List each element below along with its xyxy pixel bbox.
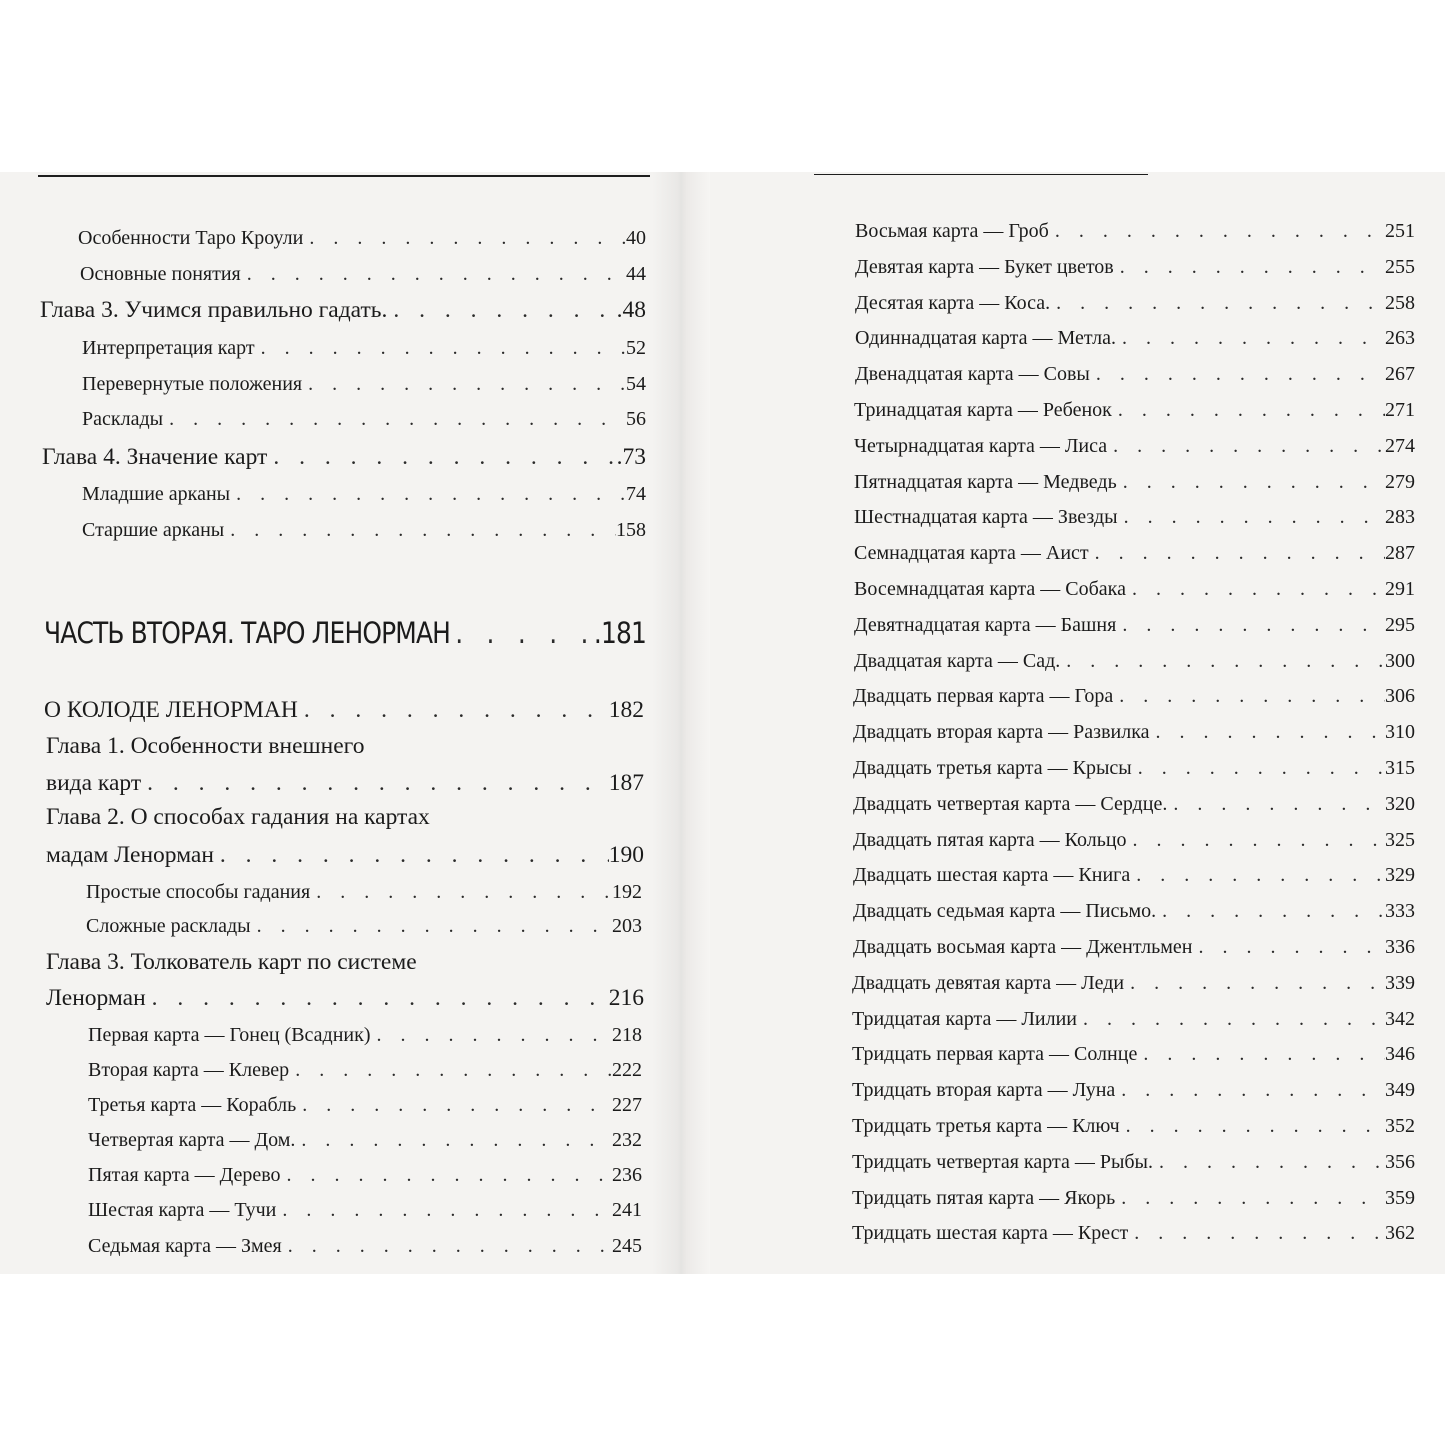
toc-leader-dots [1126, 578, 1385, 601]
toc-entry-page: 182 [608, 697, 644, 723]
toc-entry [854, 471, 1415, 494]
toc-entry-title: Младшие арканы [82, 483, 231, 505]
toc-entry-title: Тридцать третья карта — Ключ [852, 1115, 1120, 1137]
toc-leader-dots [1114, 256, 1385, 279]
toc-leader-dots [296, 1094, 612, 1117]
left-page [0, 172, 652, 1274]
toc-entry-page: 362 [1385, 1222, 1415, 1245]
toc-entry [853, 829, 1415, 852]
toc-entry-title: Двадцать пятая карта — Кольцо [853, 828, 1127, 851]
toc-entry-title: Двадцать первая карта — Гора [853, 685, 1114, 708]
toc-entry [855, 327, 1415, 350]
toc-leader-dots [1150, 721, 1385, 744]
toc-entry-page: 271 [1385, 399, 1415, 421]
toc-entry-page: 356 [1385, 1150, 1415, 1173]
toc-entry-title: Двенадцатая карта — Совы [855, 363, 1090, 386]
toc-entry-page: 339 [1385, 971, 1415, 994]
toc-leader-dots [450, 616, 594, 650]
toc-leader-dots [1132, 757, 1385, 780]
toc-entry-page: 74 [626, 483, 646, 505]
toc-entry-title: Тридцать вторая карта — Луна [852, 1079, 1116, 1102]
toc-entry-title: Шестнадцатая карта — Звезды [854, 506, 1118, 529]
toc-leader-dots [1113, 685, 1385, 708]
book-gutter [652, 172, 710, 1274]
toc-leader-dots [289, 1059, 612, 1082]
toc-entry-title: Тридцатая карта — Лилии [852, 1007, 1077, 1030]
toc-entry-title: вида карт [46, 770, 142, 796]
toc-leader-dots [1060, 650, 1385, 673]
toc-entry-title: Шестая карта — Тучи [88, 1199, 277, 1221]
toc-leader-dots [310, 881, 612, 904]
toc-entry-title: Тридцать шестая карта — Крест [852, 1222, 1129, 1245]
toc-entry [854, 614, 1415, 637]
toc-entry [853, 721, 1415, 744]
toc-entry-title: Двадцать четвертая карта — Сердце. [853, 792, 1168, 815]
toc-entry-title: Особенности Таро Кроули [78, 227, 304, 249]
toc-entry-page: 263 [1385, 327, 1415, 350]
toc-entry-title: Тридцать первая карта — Солнце [852, 1043, 1138, 1066]
toc-entry-page: 251 [1385, 220, 1415, 242]
toc-leader-dots [230, 483, 626, 506]
toc-leader-dots [1077, 1008, 1385, 1031]
toc-leader-dots [251, 915, 612, 938]
toc-entry-title: Перевернутые положения [82, 373, 303, 395]
toc-chapter-title-line: Глава 3. Толкователь карт по системе [46, 949, 417, 975]
header-rule [814, 174, 1148, 175]
toc-leader-dots [1124, 972, 1385, 995]
toc-entry-title: Двадцать седьмая карта — Письмо. [853, 900, 1157, 923]
toc-entry-page: 187 [608, 770, 644, 796]
toc-leader-dots [1118, 506, 1385, 529]
toc-entry-page: 190 [608, 842, 644, 868]
toc-entry-page: .73 [616, 444, 646, 470]
toc-entry [88, 1164, 642, 1187]
toc-leader-dots [1115, 1079, 1385, 1102]
toc-entry-page: 192 [612, 881, 642, 903]
toc-chapter [46, 985, 644, 1012]
toc-entry [88, 1199, 642, 1222]
toc-entry-title: мадам Ленорман [46, 842, 214, 868]
toc-entry [82, 337, 646, 360]
toc-entry-page: 222 [612, 1059, 642, 1081]
toc-entry [88, 1235, 642, 1258]
toc-leader-dots [1050, 292, 1385, 315]
toc-leader-dots [214, 842, 609, 869]
toc-entry-page: 232 [612, 1129, 642, 1151]
toc-leader-dots [1128, 1222, 1385, 1245]
toc-entry-title: Тринадцатая карта — Ребенок [854, 399, 1112, 421]
toc-entry [88, 1059, 642, 1082]
toc-entry-page: 56 [626, 408, 646, 430]
toc-leader-dots [295, 1129, 612, 1152]
toc-leader-dots [1137, 1043, 1385, 1066]
toc-entry [88, 1094, 642, 1117]
toc-entry-title: Двадцать третья карта — Крысы [853, 757, 1132, 779]
toc-entry-title: Седьмая карта — Змея [88, 1235, 282, 1257]
toc-chapter [40, 297, 646, 324]
toc-leader-dots [1090, 363, 1385, 386]
toc-leader-dots [255, 337, 626, 360]
toc-entry [88, 1024, 642, 1047]
toc-entry-title: Девятая карта — Букет цветов [855, 255, 1114, 278]
toc-leader-dots [1167, 793, 1385, 816]
toc-entry-page: 349 [1385, 1079, 1415, 1102]
toc-part-heading [44, 616, 646, 650]
header-rule [38, 175, 650, 177]
toc-entry-title: Ленорман [46, 985, 146, 1011]
toc-entry [852, 1079, 1415, 1102]
toc-chapter [44, 697, 644, 724]
toc-leader-dots [387, 297, 616, 324]
toc-leader-dots [163, 408, 626, 431]
toc-chapter-title-line: Глава 1. Особенности внешнего [46, 733, 365, 759]
toc-leader-dots [371, 1024, 612, 1047]
toc-leader-dots [1116, 327, 1385, 350]
toc-entry-title: Первая карта — Гонец (Всадник) [88, 1024, 371, 1046]
toc-entry-title: Тридцать пятая карта — Якорь [852, 1186, 1116, 1209]
toc-entry [854, 506, 1415, 529]
toc-entry-page: 267 [1385, 363, 1415, 386]
toc-leader-dots [1117, 471, 1385, 494]
toc-entry-page: 320 [1385, 792, 1415, 815]
toc-entry-title: Тридцать четвертая карта — Рыбы. [852, 1150, 1153, 1173]
toc-entry-title: Глава 3. Учимся правильно гадать. [40, 297, 388, 323]
right-page [710, 172, 1445, 1274]
toc-entry [854, 650, 1415, 673]
toc-entry-title: Восьмая карта — Гроб [855, 220, 1049, 242]
toc-leader-dots [1049, 220, 1385, 243]
toc-entry [852, 1222, 1415, 1245]
toc-entry [853, 900, 1415, 923]
toc-entry [854, 399, 1415, 422]
toc-entry [855, 292, 1415, 315]
toc-leader-dots [303, 227, 626, 250]
toc-entry [854, 542, 1415, 565]
toc-entry [82, 519, 646, 542]
toc-entry [854, 578, 1415, 601]
toc-leader-dots [1115, 1187, 1385, 1210]
toc-leader-dots [241, 263, 626, 286]
toc-entry-title: Двадцать вторая карта — Развилка [853, 721, 1150, 744]
toc-entry-title: Третья карта — Корабль [88, 1094, 297, 1116]
toc-entry-page: 359 [1385, 1186, 1415, 1209]
toc-entry [853, 685, 1415, 708]
toc-entry-page: 54 [626, 373, 646, 395]
toc-entry [855, 220, 1415, 243]
toc-entry-page: 203 [612, 915, 642, 937]
toc-entry-title: Четвертая карта — Дом. [88, 1129, 296, 1151]
toc-leader-dots [1112, 399, 1385, 422]
toc-entry-title: О КОЛОДЕ ЛЕНОРМАН [44, 697, 298, 723]
toc-entry [852, 1043, 1415, 1066]
toc-entry [854, 435, 1415, 458]
toc-entry-title: Десятая карта — Коса. [855, 291, 1051, 314]
toc-entry-page: 241 [612, 1199, 642, 1221]
toc-leader-dots [1120, 1115, 1385, 1138]
toc-entry-title: Пятнадцатая карта — Медведь [854, 470, 1117, 493]
toc-entry-page: 325 [1385, 828, 1415, 851]
toc-entry [86, 881, 642, 904]
toc-entry-page: 295 [1385, 613, 1415, 636]
toc-chapter [46, 770, 644, 797]
toc-entry-page: 158 [616, 519, 646, 541]
toc-leader-dots [141, 770, 609, 797]
toc-entry-page: 342 [1385, 1007, 1415, 1030]
toc-entry-title: Глава 4. Значение карт [42, 444, 268, 470]
toc-entry-page: 255 [1385, 255, 1415, 278]
toc-leader-dots [298, 697, 609, 724]
toc-entry-page: 44 [626, 263, 646, 285]
toc-entry [82, 373, 646, 396]
toc-entry-page: 274 [1385, 434, 1415, 457]
toc-entry-title: Одиннадцатая карта — Метла. [855, 327, 1117, 350]
toc-entry-page: 245 [612, 1235, 642, 1257]
toc-entry-page: 306 [1385, 685, 1415, 708]
toc-entry [82, 408, 646, 431]
toc-entry-page: 329 [1385, 864, 1415, 887]
toc-entry-title: Простые способы гадания [86, 881, 311, 903]
toc-entry-title: Интерпретация карт [82, 337, 255, 359]
toc-entry-page: 216 [608, 985, 644, 1011]
toc-leader-dots [1127, 829, 1385, 852]
toc-leader-dots [281, 1164, 612, 1187]
toc-leader-dots [302, 373, 626, 396]
toc-entry [853, 864, 1415, 887]
toc-entry-title: Семнадцатая карта — Аист [854, 542, 1089, 565]
toc-leader-dots [282, 1235, 612, 1258]
toc-entry [852, 1115, 1415, 1138]
toc-entry-title: ЧАСТЬ ВТОРАЯ. ТАРО ЛЕНОРМАН [44, 616, 451, 650]
toc-leader-dots [1156, 900, 1385, 923]
toc-entry-title: Двадцать восьмая карта — Джентльмен [853, 936, 1193, 958]
toc-entry-page: 352 [1385, 1115, 1415, 1137]
toc-entry-page: 40 [626, 227, 646, 249]
toc-leader-dots [1130, 864, 1385, 887]
toc-entry-title: Двадцать шестая карта — Книга [853, 864, 1131, 887]
toc-entry [82, 483, 646, 506]
toc-leader-dots [1116, 614, 1385, 637]
toc-entry-page: 315 [1385, 757, 1415, 779]
toc-entry-page: 300 [1385, 649, 1415, 672]
toc-leader-dots [276, 1199, 612, 1222]
toc-entry-page: 346 [1385, 1043, 1415, 1066]
toc-entry [853, 793, 1415, 816]
toc-entry-page: 310 [1385, 721, 1415, 744]
toc-entry-page: 291 [1385, 578, 1415, 600]
toc-entry [855, 363, 1415, 386]
toc-entry [86, 915, 642, 938]
toc-entry [852, 1151, 1415, 1174]
toc-entry-title: Старшие арканы [82, 519, 225, 541]
toc-leader-dots [267, 444, 616, 471]
toc-entry-title: Восемнадцатая карта — Собака [854, 578, 1126, 600]
toc-entry [855, 256, 1415, 279]
toc-entry [80, 263, 646, 286]
toc-entry [853, 936, 1415, 959]
toc-entry [853, 757, 1415, 780]
toc-entry-page: 236 [612, 1164, 642, 1186]
toc-entry-title: Основные понятия [80, 263, 241, 285]
toc-entry-title: Девятнадцатая карта — Башня [854, 613, 1117, 636]
toc-entry-page: .48 [616, 297, 646, 323]
toc-entry-page: 52 [626, 337, 646, 359]
toc-entry-title: Расклады [82, 408, 164, 430]
toc-entry-title: Сложные расклады [86, 915, 251, 937]
toc-leader-dots [146, 985, 609, 1012]
toc-entry [852, 1187, 1415, 1210]
toc-entry-page: 227 [612, 1094, 642, 1116]
toc-chapter [42, 444, 646, 471]
toc-chapter [46, 842, 644, 869]
toc-leader-dots [224, 519, 616, 542]
toc-leader-dots [1089, 542, 1385, 565]
toc-entry-page: 283 [1385, 506, 1415, 529]
toc-entry-page: 218 [612, 1024, 642, 1046]
toc-entry-page: 333 [1385, 900, 1415, 923]
toc-entry [852, 972, 1415, 995]
toc-entry [88, 1129, 642, 1152]
toc-entry-page: .181 [593, 616, 646, 650]
toc-leader-dots [1153, 1151, 1385, 1174]
toc-entry-title: Двадцать девятая карта — Леди [852, 971, 1125, 994]
toc-entry-title: Пятая карта — Дерево [88, 1164, 281, 1186]
toc-entry [78, 227, 646, 250]
toc-entry-page: 287 [1385, 542, 1415, 565]
toc-entry-title: Двадцатая карта — Сад. [854, 649, 1061, 672]
toc-chapter-title-line: Глава 2. О способах гадания на картах [46, 804, 430, 830]
toc-entry-page: 279 [1385, 470, 1415, 493]
toc-leader-dots [1192, 936, 1385, 959]
toc-entry-title: Четырнадцатая карта — Лиса [854, 434, 1108, 457]
toc-entry-page: 336 [1385, 936, 1415, 958]
toc-entry [852, 1008, 1415, 1031]
toc-entry-title: Вторая карта — Клевер [88, 1059, 290, 1081]
toc-leader-dots [1107, 435, 1385, 458]
toc-entry-page: 258 [1385, 291, 1415, 314]
